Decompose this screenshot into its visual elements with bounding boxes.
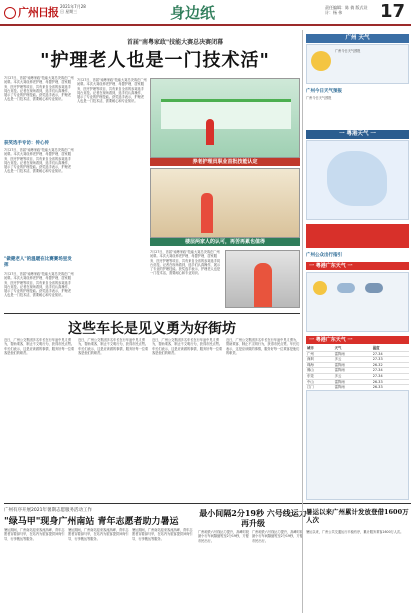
- top-story-photo-2: [150, 168, 300, 238]
- top-story-body-col1c: 7月27日，首届"南粤家政"技能大赛总决赛在广州闭幕。本次大赛设养老护理、母婴护理、居家服务、医疗护理等项目，共有来自全省的参赛选手同台竞技。记者在现场看到，选手们认真操作，展示了专业的护理技能。获奖选手表示，护理老人也是一门技术活，需要耐心和专业知识。: [4, 272, 74, 298]
- table-cell: 27-34: [372, 351, 409, 357]
- table-cell: 雷阵雨: [334, 385, 372, 391]
- top-story-headline: "护理老人也是一门技术活": [40, 50, 270, 71]
- table-cell: 26-33: [372, 379, 409, 385]
- sidebar-weather-title: 广州今日天气预报: [306, 89, 342, 94]
- photo-portrait: [254, 263, 272, 308]
- sidebar-section3: 广州公众出行指引: [306, 253, 342, 258]
- page-number: 17: [380, 1, 406, 22]
- sidebar-weather-body: 广州今日天气预报: [306, 96, 332, 100]
- logo-icon: [4, 7, 16, 19]
- weather-icons-panel: [306, 272, 409, 332]
- top-story-body-col2: 7月27日，首届"南粤家政"技能大赛总决赛在广州闭幕。本次大赛设养老护理、母婴护理、居家服务、医疗护理等项目，共有来自全省的参赛选手同台竞技。记者在现场看到，选手们认真操作，展示了专业的护理技能。获奖选手表示，护理老人也是一门技术活，需要耐心和专业知识。: [77, 78, 147, 104]
- bottom-left-col1: 暑运期间，广州南站迎来客流高峰，青年志愿者穿着绿马甲，在站内为旅客提供问询引导、行李搬运等服务。: [4, 528, 65, 541]
- rain-cloud-icon: [365, 283, 383, 293]
- table-cell: 广州: [306, 351, 334, 357]
- table-cell: 多云: [334, 373, 372, 379]
- newspaper-logo: [4, 4, 58, 20]
- sun-icon: [311, 51, 331, 71]
- table-cell: 26-33: [372, 385, 409, 391]
- table-cell: 雷阵雨: [334, 368, 372, 374]
- issue-date: 2021年7月28日 星期三: [60, 4, 86, 14]
- bottom-left-col3: 暑运期间，广州南站迎来客流高峰，青年志愿者穿着绿马甲，在站内为旅客提供问询引导、行李搬运等服务。: [132, 528, 193, 541]
- bottom-right-headline: 暑运以来广州累计发放登借1600万人次: [306, 508, 409, 524]
- weather-sidebar: [302, 30, 411, 613]
- top-story-body-col1b: 7月27日，首届"南粤家政"技能大赛总决赛在广州闭幕。本次大赛设养老护理、母婴护理、居家服务、医疗护理等项目，共有来自全省的参赛选手同台竞技。记者在现场看到，选手们认真操作，展示了专业的护理技能。获奖选手表示，护理老人也是一门技术活，需要耐心和专业知识。: [4, 148, 74, 174]
- weather-text-1: 广州今日天气预报: [335, 49, 361, 53]
- middle-story-headline: 这些车长是见义勇为好街坊: [68, 321, 236, 337]
- section-divider-1: [4, 313, 300, 314]
- sidebar-table-title: 一 粤港广东天气 一: [306, 336, 409, 344]
- top-story-subhead-2: "做健老人"的温暖在比赛赛场里发挥: [4, 257, 72, 268]
- table-cell: 雷阵雨: [334, 351, 372, 357]
- masthead: [0, 0, 411, 26]
- top-story-subhead-1: 获奖选手专访：传心传: [4, 141, 49, 146]
- cloud-icon: [337, 283, 355, 293]
- top-story-photo-3: [225, 250, 300, 308]
- table-cell: 多云: [334, 357, 372, 363]
- sidebar-header: 广州 天气: [306, 34, 409, 43]
- top-story-body-col1: 7月27日，首届"南粤家政"技能大赛总决赛在广州闭幕。本次大赛设养老护理、母婴护理、居家服务、医疗护理等项目，共有来自全省的参赛选手同台竞技。记者在现场看到，选手们认真操作，展示了专业的护理技能。获奖选手表示，护理老人也是一门技术活，需要耐心和专业知识。: [4, 76, 74, 102]
- weather-map: [306, 140, 409, 220]
- photo-figure: [206, 119, 214, 145]
- bottom-right-body: 暑运以来，广州公共交通运行平稳有序，累计服务乘客1600万人次。: [306, 530, 404, 534]
- table-cell: 27-34: [372, 373, 409, 379]
- table-cell: 雷阵雨: [334, 362, 372, 368]
- photo-2-caption: 楼层两家人的认可，再苦再累也值得: [150, 238, 300, 246]
- logo-text: 广州日报: [18, 6, 58, 19]
- editor-credits: 责任编辑：陈 倩 版式设计：杨 伟: [325, 5, 368, 15]
- table-cell: 雷阵雨: [334, 379, 372, 385]
- bottom-middle-headline: 最小间隔2分19秒 六号线运力再升级: [199, 508, 307, 528]
- table-cell: 东莞: [306, 373, 334, 379]
- section-title: 身边纸: [170, 4, 216, 22]
- table-header-cell: 温度: [372, 346, 409, 351]
- bottom-middle-col2: 广州地铁六号线运力提升，高峰时段最小行车间隔缩短至2分19秒，方便市民出行。: [252, 530, 303, 543]
- sidebar-panel2-title: 一 粤港天气 一: [306, 130, 409, 139]
- top-story-body-col3: 7月27日，首届"南粤家政"技能大赛总决赛在广州闭幕。本次大赛设养老护理、母婴护理、居家服务、医疗护理等项目，共有来自全省的参赛选手同台竞技。记者在现场看到，选手们认真操作，展示了专业的护理技能。获奖选手表示，护理老人也是一门技术活，需要耐心和专业知识。: [150, 250, 221, 276]
- table-header-cell: 天气: [334, 346, 372, 351]
- bottom-left-col2: 暑运期间，广州南站迎来客流高峰，青年志愿者穿着绿马甲，在站内为旅客提供问询引导、行李搬运等服务。: [68, 528, 129, 541]
- table-cell: 江门: [306, 385, 334, 391]
- table-cell: 中山: [306, 379, 334, 385]
- table-cell: 27-33: [372, 357, 409, 363]
- photo-person: [201, 193, 213, 233]
- forecast-panel: [306, 390, 409, 500]
- table-cell: 珠海: [306, 362, 334, 368]
- city-weather-table: [306, 346, 409, 396]
- bottom-middle-col1: 广州地铁六号线运力提升，高峰时段最小行车间隔缩短至2分19秒，方便市民出行。: [198, 530, 249, 543]
- top-story-photo-1: [150, 78, 300, 158]
- sun-icon: [313, 281, 327, 295]
- table-cell: 27-34: [372, 368, 409, 374]
- photo-stage: [161, 99, 291, 129]
- table-header-cell: 城市: [306, 346, 334, 351]
- weather-panel-1: [306, 44, 409, 84]
- sidebar-section4-title: 一 粤港广东天气 一: [306, 262, 409, 270]
- table-cell: 深圳: [306, 357, 334, 363]
- bottom-left-headline: "绿马甲"现身广州南站 青年志愿者助力暑运: [4, 517, 179, 527]
- middle-story-col2: 近日，广州公交集团多名车长在行车途中见义勇为，帮助乘客、制止不文明行为，获得市民点赞。车长们表示，这是应该做的事情，服务好每一位乘客是他们的职责。: [78, 338, 149, 355]
- middle-story-col1: 近日，广州公交集团多名车长在行车途中见义勇为，帮助乘客、制止不文明行为，获得市民点赞。车长们表示，这是应该做的事情，服务好每一位乘客是他们的职责。: [4, 338, 75, 355]
- photo-1-caption: 养老护理员职业首批技能认定: [150, 158, 300, 166]
- map-shape: [327, 151, 387, 206]
- alert-banner: [306, 224, 409, 248]
- middle-story-col3: 近日，广州公交集团多名车长在行车途中见义勇为，帮助乘客、制止不文明行为，获得市民点赞。车长们表示，这是应该做的事情，服务好每一位乘客是他们的职责。: [152, 338, 223, 355]
- middle-story-col4: 近日，广州公交集团多名车长在行车途中见义勇为，帮助乘客、制止不文明行为，获得市民点赞。车长们表示，这是应该做的事情，服务好每一位乘客是他们的职责。: [226, 338, 300, 355]
- top-story-kicker: 首届"南粤家政"技能大赛总决赛闭幕: [126, 39, 224, 46]
- table-cell: 26-32: [372, 362, 409, 368]
- table-cell: 佛山: [306, 368, 334, 374]
- bottom-left-kicker: 广州有序开展2021年暑期志愿服务活动工作: [4, 508, 92, 513]
